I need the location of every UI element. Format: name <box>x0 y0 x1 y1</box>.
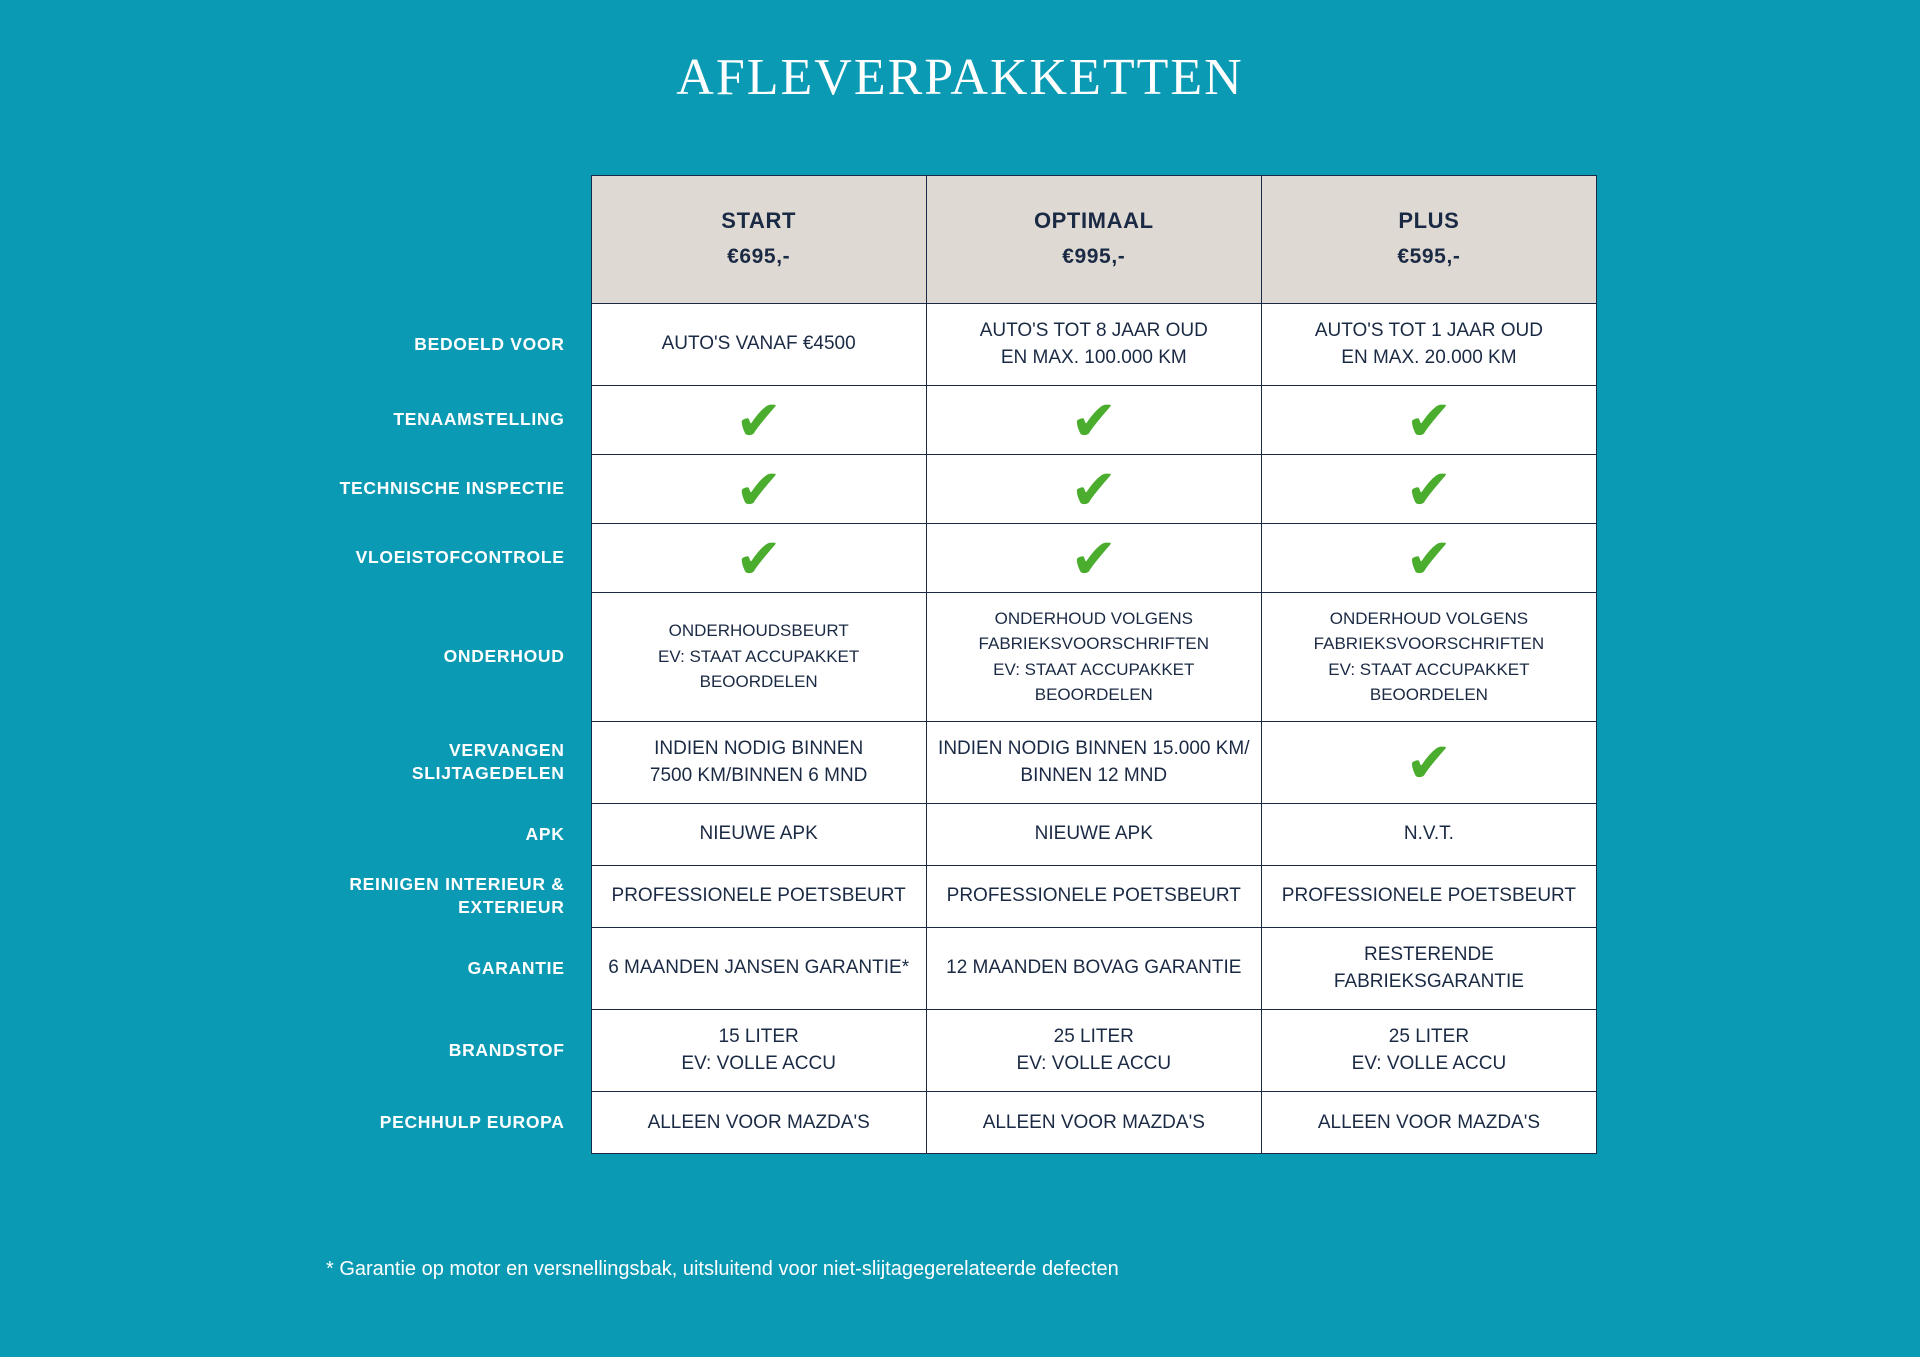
cell-line: FABRIEKSVOORSCHRIFTEN <box>978 634 1210 654</box>
row-label: BRANDSTOF <box>448 1039 565 1060</box>
text-cell <box>926 721 1261 803</box>
table-row <box>323 385 1597 454</box>
text-cell <box>1261 927 1596 1009</box>
cell-line: INDIEN NODIG BINNEN 15.000 KM/ <box>938 737 1250 759</box>
row-label: BEDOELD VOOR <box>414 333 565 354</box>
check-icon: ✔ <box>1405 388 1453 454</box>
text-cell <box>1261 803 1596 865</box>
text-cell <box>1261 592 1596 721</box>
cell-line: EV: STAAT ACCUPAKKET BEOORDELEN <box>993 659 1195 705</box>
text-cell <box>926 303 1261 385</box>
footnote: * Garantie op motor en versnellingsbak, uitsluitend voor niet-slijtagegerelateerde defecten <box>326 1258 1119 1280</box>
checkmark-cell <box>926 385 1261 454</box>
table-row <box>323 721 1597 803</box>
row-label: PECHHULP EUROPA <box>379 1112 565 1132</box>
cell-line: ONDERHOUD VOLGENS <box>1329 608 1529 628</box>
cell-line: AUTO'S TOT 8 JAAR OUD <box>979 319 1208 341</box>
check-icon: ✔ <box>1070 388 1118 454</box>
column-header-plus <box>1261 176 1596 304</box>
column-header-start <box>591 176 926 304</box>
cell-line: FABRIEKSVOORSCHRIFTEN <box>1313 634 1545 654</box>
text-cell <box>591 592 926 721</box>
cell-line: 25 LITER <box>1388 1025 1470 1047</box>
text-cell <box>591 721 926 803</box>
column-header-optimaal <box>926 176 1261 304</box>
table-row <box>323 592 1597 721</box>
checkmark-cell <box>926 454 1261 523</box>
text-cell <box>926 1091 1261 1153</box>
text-cell <box>926 803 1261 865</box>
column-name-plus: PLUS <box>1398 208 1460 233</box>
table-row <box>323 803 1597 865</box>
cell-line: ONDERHOUD VOLGENS <box>994 608 1193 628</box>
row-label: TENAAMSTELLING <box>393 409 565 430</box>
checkmark-cell <box>1261 454 1596 523</box>
table-header-row <box>323 176 1597 304</box>
check-icon: ✔ <box>735 526 783 592</box>
checkmark-cell <box>591 523 926 592</box>
table-row <box>323 303 1597 385</box>
cell-line: EV: VOLLE ACCU <box>681 1053 836 1075</box>
cell-line: EV: VOLLE ACCU <box>1351 1053 1507 1075</box>
check-icon: ✔ <box>1070 457 1118 523</box>
text-cell <box>591 927 926 1009</box>
cell-line: 25 LITER <box>1053 1025 1134 1047</box>
check-icon: ✔ <box>735 388 783 454</box>
text-cell <box>926 592 1261 721</box>
cell-line: AUTO'S TOT 1 JAAR OUD <box>1314 319 1543 341</box>
cell-line: ONDERHOUDSBEURT <box>668 621 849 641</box>
packages-table <box>323 175 1597 1154</box>
cell-line: PROFESSIONELE POETSBEURT <box>611 885 906 907</box>
checkmark-cell <box>591 454 926 523</box>
page-title: AFLEVERPAKKETTEN <box>676 49 1244 106</box>
text-cell <box>591 865 926 927</box>
cell-line: EN MAX. 100.000 KM <box>1000 347 1187 369</box>
table-row <box>323 927 1597 1009</box>
text-cell <box>591 303 926 385</box>
check-icon: ✔ <box>1405 457 1453 523</box>
text-cell <box>591 1091 926 1153</box>
row-label: TECHNISCHE INSPECTIE <box>339 478 565 499</box>
cell-line: 12 MAANDEN BOVAG GARANTIE <box>946 957 1242 979</box>
text-cell <box>926 927 1261 1009</box>
cell-line: PROFESSIONELE POETSBEURT <box>1281 885 1577 907</box>
text-cell <box>926 865 1261 927</box>
text-cell <box>591 803 926 865</box>
table-row <box>323 523 1597 592</box>
cell-line: ALLEEN VOOR MAZDA'S <box>647 1111 870 1133</box>
cell-line: EV: VOLLE ACCU <box>1016 1053 1172 1075</box>
column-price-start: €695,- <box>727 245 791 268</box>
table-row <box>323 865 1597 927</box>
cell-line: EV: STAAT ACCUPAKKET BEOORDELEN <box>658 646 860 692</box>
cell-line: ALLEEN VOOR MAZDA'S <box>1317 1111 1541 1133</box>
table-row <box>323 1009 1597 1091</box>
check-icon: ✔ <box>1405 526 1453 592</box>
row-label: REINIGEN INTERIEUR & EXTERIEUR <box>349 874 565 918</box>
check-icon: ✔ <box>735 457 783 523</box>
check-icon: ✔ <box>1070 526 1118 592</box>
column-name-optimaal: OPTIMAAL <box>1033 208 1154 233</box>
column-name-start: START <box>721 208 796 233</box>
cell-line: ALLEEN VOOR MAZDA'S <box>982 1111 1205 1133</box>
row-label: APK <box>525 823 565 844</box>
checkmark-cell <box>591 385 926 454</box>
checkmark-cell <box>926 523 1261 592</box>
text-cell <box>591 1009 926 1091</box>
cell-line: NIEUWE APK <box>1034 823 1153 845</box>
text-cell <box>1261 1009 1596 1091</box>
table-body <box>323 303 1597 1153</box>
column-price-plus: €595,- <box>1397 245 1461 268</box>
cell-line: PROFESSIONELE POETSBEURT <box>946 885 1241 907</box>
cell-line: EV: STAAT ACCUPAKKET BEOORDELEN <box>1328 659 1530 705</box>
cell-line: RESTERENDE FABRIEKSGARANTIE <box>1333 943 1524 993</box>
cell-line: NIEUWE APK <box>699 823 818 845</box>
table-row <box>323 1091 1597 1153</box>
row-label: GARANTIE <box>467 957 565 978</box>
text-cell <box>926 1009 1261 1091</box>
table-row <box>323 454 1597 523</box>
checkmark-cell <box>1261 523 1596 592</box>
header-corner-blank <box>323 176 591 304</box>
row-label: ONDERHOUD <box>443 646 565 667</box>
table-head <box>323 176 1597 304</box>
row-label: VLOEISTOFCONTROLE <box>355 547 565 568</box>
cell-line: INDIEN NODIG BINNEN <box>654 737 864 759</box>
cell-line: AUTO'S VANAF €4500 <box>661 333 856 355</box>
packages-table-wrap <box>0 175 1920 1154</box>
text-cell <box>1261 865 1596 927</box>
column-price-optimaal: €995,- <box>1062 245 1126 268</box>
row-label: VERVANGEN SLIJTAGEDELEN <box>411 740 565 784</box>
text-cell <box>1261 1091 1596 1153</box>
cell-line: EN MAX. 20.000 KM <box>1341 347 1517 369</box>
text-cell <box>1261 303 1596 385</box>
cell-line: 7500 KM/BINNEN 6 MND <box>649 765 868 787</box>
cell-line: N.V.T. <box>1403 823 1454 845</box>
cell-line: 6 MAANDEN JANSEN GARANTIE* <box>608 957 910 979</box>
checkmark-cell <box>1261 385 1596 454</box>
cell-line: 15 LITER <box>718 1025 799 1047</box>
cell-line: BINNEN 12 MND <box>1020 765 1168 787</box>
checkmark-cell <box>1261 721 1596 803</box>
check-icon: ✔ <box>1405 731 1453 797</box>
